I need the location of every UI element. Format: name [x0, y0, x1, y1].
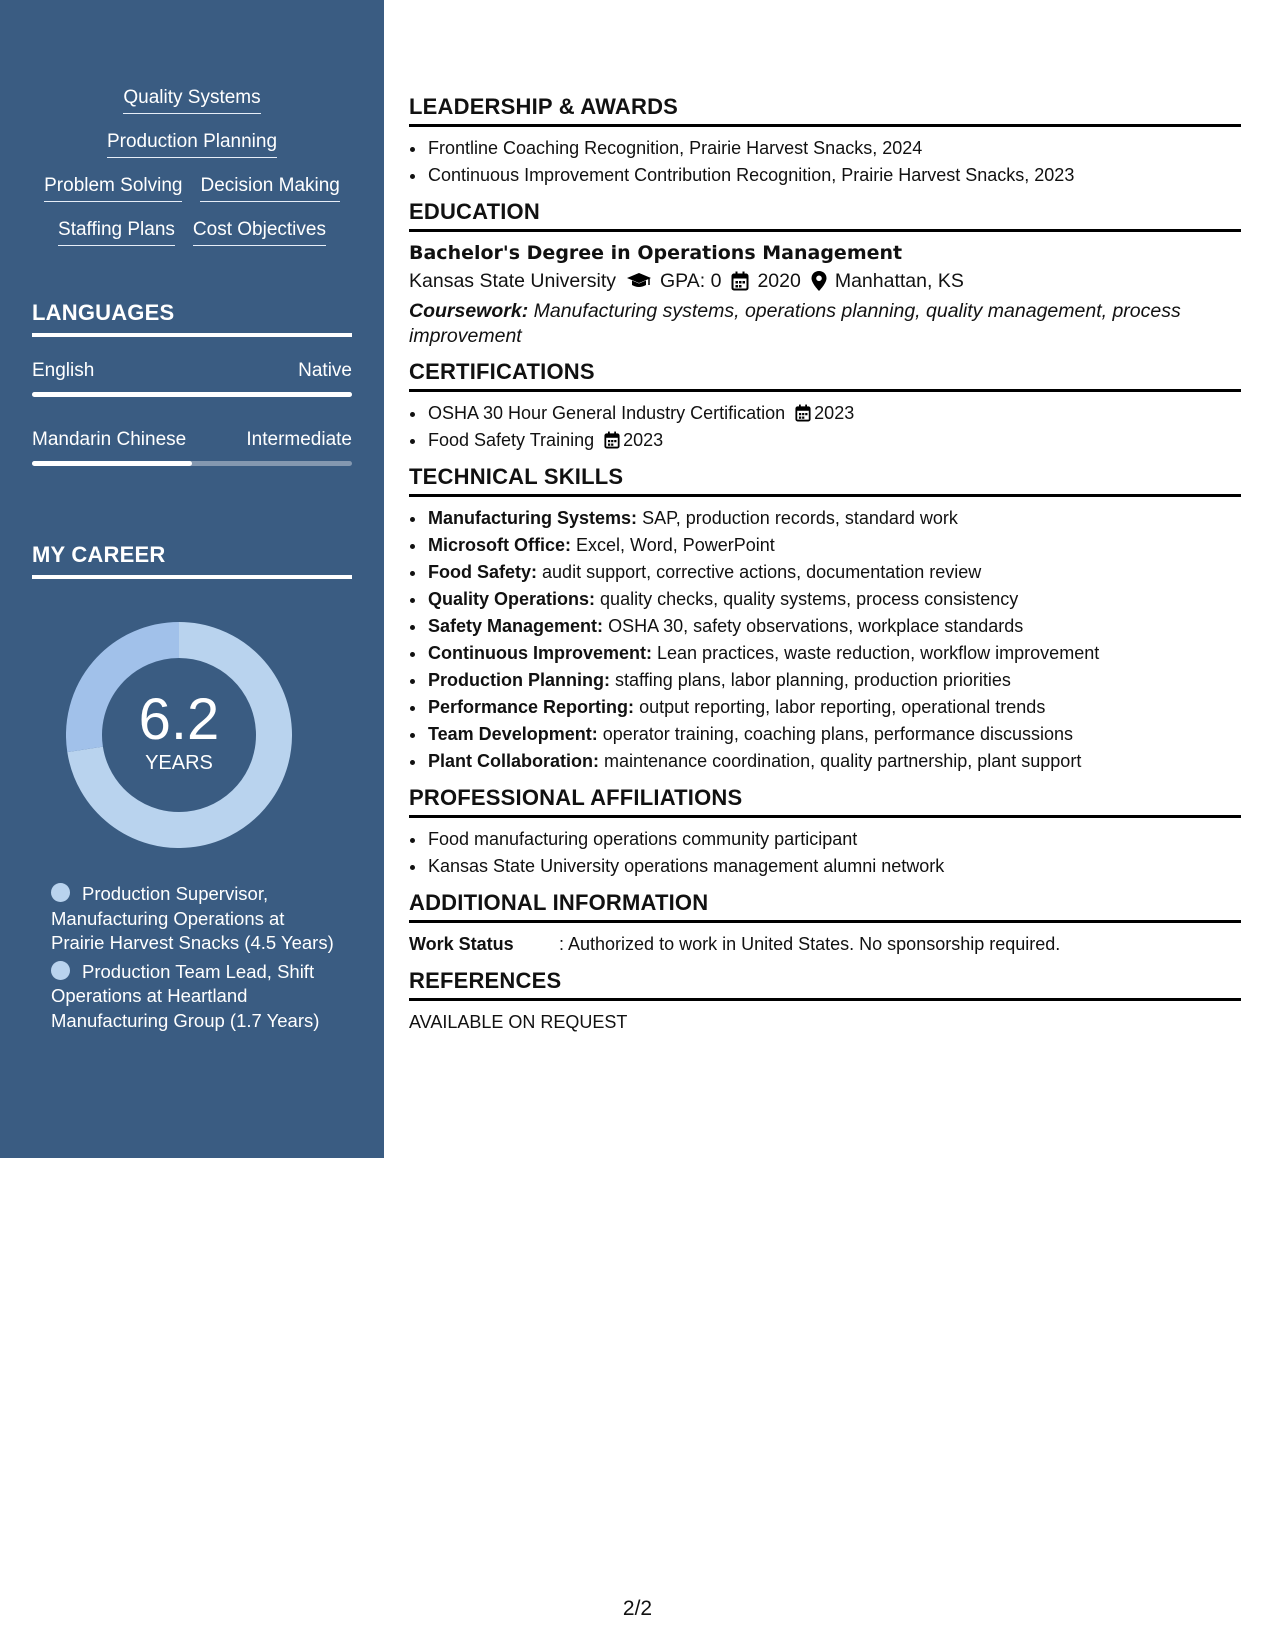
- work-status-row: [409, 931, 1241, 958]
- work-status-label: Work Status: [409, 934, 514, 954]
- list-item: [427, 532, 1241, 559]
- skill-label: Performance Reporting:: [428, 697, 635, 717]
- list-item: [427, 721, 1241, 748]
- certification-name: Food Safety Training: [428, 430, 595, 450]
- language-english: [32, 360, 352, 397]
- school-name: Kansas State University: [409, 270, 617, 292]
- skill-label: Quality Operations:: [428, 589, 596, 609]
- skill-label: Safety Management:: [428, 616, 604, 636]
- language-name: English: [32, 360, 95, 381]
- list-item: [427, 505, 1241, 532]
- certifications-section: [409, 359, 1241, 454]
- skill-value: SAP, production records, standard work: [642, 508, 958, 528]
- list-item: [427, 694, 1241, 721]
- skill-tag: Staffing Plans: [58, 218, 175, 246]
- list-item: [427, 400, 1241, 427]
- skill-value: Lean practices, waste reduction, workflow improvement: [657, 643, 1100, 663]
- skill-value: maintenance coordination, quality partnership, plant support: [604, 751, 1082, 771]
- language-bar: [32, 392, 352, 397]
- degree-title: Bachelor's Degree in Operations Management: [409, 242, 903, 264]
- list-item: [427, 667, 1241, 694]
- career-item: [51, 960, 341, 1034]
- skill-row: [0, 130, 384, 158]
- skill-label: Manufacturing Systems:: [428, 508, 638, 528]
- language-bar-fill: [32, 461, 192, 466]
- technical-skills-section: [409, 464, 1241, 775]
- list-item: [427, 748, 1241, 775]
- skill-label: Plant Collaboration:: [428, 751, 599, 771]
- skill-label: Food Safety:: [428, 562, 538, 582]
- references-section: [409, 968, 1241, 1036]
- graduation-cap-icon: [626, 272, 652, 290]
- skills-tags: [0, 86, 384, 262]
- list-item: [427, 559, 1241, 586]
- certification-year: 2023: [623, 430, 664, 450]
- career-item: [51, 882, 341, 956]
- calendar-icon: [604, 431, 620, 449]
- career-item-text: Production Team Lead, Shift Operations at Heartland Manufacturing Group (1.7 Years): [51, 960, 320, 1031]
- career-item-text: Production Supervisor, Manufacturing Operations at Prairie Harvest Snacks (4.5 Years): [51, 883, 334, 953]
- calendar-icon: [731, 271, 749, 291]
- career-donut: [66, 622, 292, 848]
- education-section: [409, 199, 1241, 349]
- school-location: Manhattan, KS: [834, 270, 964, 292]
- list-item: [427, 640, 1241, 667]
- language-bar: [32, 461, 352, 466]
- work-status-value: : Authorized to work in United States. No sponsorship required.: [559, 934, 1061, 954]
- skill-tag: Production Planning: [107, 130, 277, 158]
- skill-label: Continuous Improvement:: [428, 643, 652, 663]
- page-number: 2/2: [622, 1597, 653, 1620]
- skill-row: [0, 86, 384, 114]
- certification-year: 2023: [814, 403, 855, 423]
- skill-row: [0, 218, 384, 246]
- affiliations-section: [409, 785, 1241, 880]
- skill-label: Team Development:: [428, 724, 598, 744]
- additional-info-section: [409, 890, 1241, 958]
- main-content: [409, 94, 1241, 1046]
- skill-value: audit support, corrective actions, documentation review: [542, 562, 982, 582]
- gpa: GPA: 0: [660, 270, 722, 292]
- certification-name: OSHA 30 Hour General Industry Certification: [428, 403, 786, 423]
- skill-value: staffing plans, labor planning, production priorities: [615, 670, 1011, 690]
- location-pin-icon: [811, 271, 827, 291]
- list-item: [427, 586, 1241, 613]
- list-item: [427, 427, 1241, 454]
- coursework: [409, 299, 1241, 349]
- language-name: Mandarin Chinese: [32, 429, 187, 450]
- section-heading: CERTIFICATIONS: [409, 359, 1241, 392]
- skill-value: quality checks, quality systems, process consistency: [600, 589, 1019, 609]
- section-heading: EDUCATION: [409, 199, 1241, 232]
- section-heading: REFERENCES: [409, 968, 1241, 1001]
- list-item: • Food manufacturing operations community participant: [427, 826, 1241, 853]
- skill-value: OSHA 30, safety observations, workplace standards: [608, 616, 1024, 636]
- section-heading: PROFESSIONAL AFFILIATIONS: [409, 785, 1241, 818]
- skill-value: operator training, coaching plans, performance discussions: [602, 724, 1073, 744]
- skill-value: Excel, Word, PowerPoint: [576, 535, 775, 555]
- career-years-unit: YEARS: [145, 751, 213, 774]
- languages-heading: LANGUAGES: [32, 300, 352, 337]
- education-details: [409, 266, 1241, 296]
- skill-label: Microsoft Office:: [428, 535, 572, 555]
- career-total-years: 6.2: [138, 686, 220, 752]
- language-level: Native: [298, 360, 352, 381]
- skill-label: Production Planning:: [428, 670, 610, 690]
- calendar-icon: [795, 404, 811, 422]
- references-text: AVAILABLE ON REQUEST: [409, 1012, 628, 1032]
- leadership-section: [409, 94, 1241, 189]
- list-item: [427, 613, 1241, 640]
- skill-row: [0, 174, 384, 202]
- coursework-text: Manufacturing systems, operations planning, quality management, process improvement: [409, 300, 1181, 347]
- language-level: Intermediate: [246, 429, 352, 450]
- section-heading: LEADERSHIP & AWARDS: [409, 94, 1241, 127]
- coursework-label: Coursework:: [409, 300, 529, 322]
- skill-value: output reporting, labor reporting, operational trends: [639, 697, 1046, 717]
- career-dot: [51, 961, 70, 980]
- language-mandarin: [32, 429, 352, 466]
- career-list: [51, 882, 341, 1037]
- career-heading: MY CAREER: [32, 542, 352, 579]
- list-item: • Kansas State University operations management alumni network: [427, 853, 1241, 880]
- skill-tag: Decision Making: [200, 174, 339, 202]
- skill-tag: Problem Solving: [44, 174, 182, 202]
- career-donut-center: [66, 622, 292, 848]
- section-heading: ADDITIONAL INFORMATION: [409, 890, 1241, 923]
- skill-tag: Quality Systems: [123, 86, 260, 114]
- career-dot: [51, 883, 70, 902]
- list-item: • Continuous Improvement Contribution Recognition, Prairie Harvest Snacks, 2023: [427, 162, 1241, 189]
- sidebar: [0, 0, 384, 1158]
- skill-tag: Cost Objectives: [193, 218, 326, 246]
- graduation-year: 2020: [757, 270, 801, 292]
- section-heading: TECHNICAL SKILLS: [409, 464, 1241, 497]
- list-item: • Frontline Coaching Recognition, Prairie Harvest Snacks, 2024: [427, 135, 1241, 162]
- language-bar-fill: [32, 392, 352, 397]
